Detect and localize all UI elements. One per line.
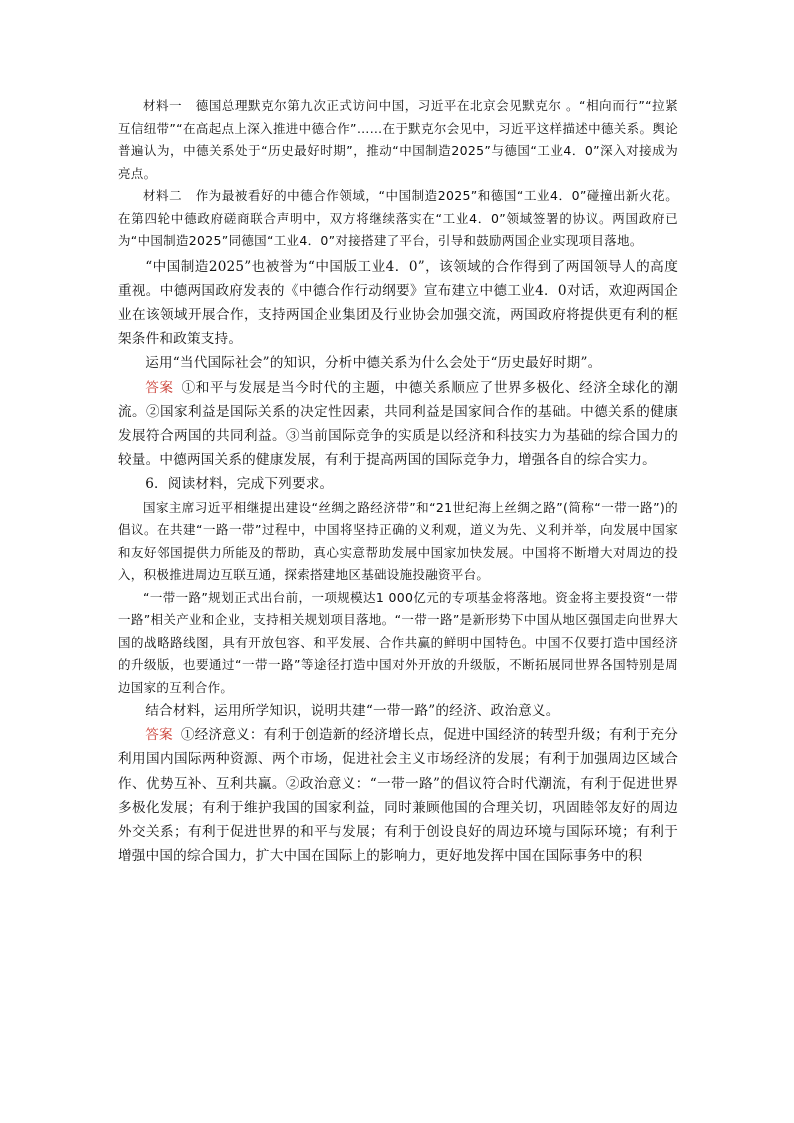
answer-5-text: ①和平与发展是当今时代的主题，中德关系顺应了世界多极化、经济全球化的潮流。②国家利益是国际关系的决定性因素，共同利益是国家间合作的基础。中德关系的健康发展符合两国的共同利益。③当前国际竞争的实质是以经济和科技实力为基础的综合国力的较量。中德两国关系的健康发展，有利于提高两国的国际竞争力，增强各自的综合实力。 (118, 379, 678, 469)
material-6a: 国家主席习近平相继提出建设“丝绸之路经济带”和“21世纪海上丝绸之路”(简称“一带一路”)的倡议。在共建“一路一带”过程中，中国将坚持正确的义利观，道义为先、义利并举，向发展中国家和友好邻国提供力所能及的帮助，真心实意帮助发展中国家加快发展。中国将不断增大对周边的投入，积极推进周边互联互通，探索搭建地区基础设施投融资平台。 (118, 499, 678, 583)
question-6: 结合材料，运用所学知识，说明共建“一带一路”的经济、政治意义。 (145, 703, 560, 720)
question-6-title: 6．阅读材料，完成下列要求。 (145, 476, 334, 493)
paragraph-industry-4: “中国制造2025”也被誉为“中国版工业4．0”，该领域的合作得到了两国领导人的高度重视。中德两国政府发表的《中德合作行动纲要》宣布建立中德工业4．0对话，欢迎两国企业在该领域开展合作，支持两国企业集团及行业协会加强交流，两国政府将提供更有利的框架条件和政策支持。 (118, 258, 678, 348)
answer-label: 答案 (145, 379, 174, 396)
answer-6 (118, 723, 678, 868)
question-5: 运用“当代国际社会”的知识，分析中德关系为什么会处于“历史最好时期”。 (145, 355, 602, 372)
answer-6-text: ①经济意义：有利于创造新的经济增长点，促进中国经济的转型升级；有利于充分利用国内国际两种资源、两个市场，促进社会主义市场经济的发展；有利于加强周边区域合作、优势互补、互利共赢。②政治意义：“一带一路”的倡议符合时代潮流，有利于促进世界多极化发展；有利于维护我国的国家利益，同时兼顾他国的合理关切，巩固睦邻友好的周边外交关系；有利于促进世界的和平与发展；有利于创设良好的周边环境与国际环境；有利于增强中国的综合国力，扩大中国在国际上的影响力，更好地发挥中国在国际事务中的积 (118, 727, 678, 865)
material-two-text: 作为最被看好的中德合作领域，“中国制造2025”和德国“工业4．0”碰撞出新火花。在第四轮中德政府磋商联合声明中，双方将继续落实在“工业4．0”领域签署的协议。两国政府已为“中国制造2025”同德国“工业4．0”对接搭建了平台，引导和鼓励两国企业实现项目落地。 (118, 188, 679, 248)
material-two-label: 材料二 (143, 188, 183, 203)
material-one (118, 95, 678, 185)
material-two (118, 185, 678, 253)
material-6b: “一带一路”规划正式出台前，一项规模达1 000亿元的专项基金将落地。资金将主要投资“一带一路”相关产业和企业，支持相关规划项目落地。“一带一路”是新形势下中国从地区强国走向世界大国的战略路线图，具有开放包容、和平发展、合作共赢的鲜明中国特色。中国不仅要打造中国经济的升级版，也要通过“一带一路”等途径打造中国对外开放的升级版，不断拓展同世界各国特别是周边国家的互利合作。 (118, 589, 678, 695)
material-one-text: 德国总理默克尔第九次正式访问中国，习近平在北京会见默克尔 。“相向而行”“拉紧互信纽带”“在高起点上深入推进中德合作”……在于默克尔会见中，习近平这样描述中德关系。舆论普遍认为，中德关系处于“历史最好时期”，推动“中国制造2025”与德国“工业4．0”深入对接成为亮点。 (118, 98, 678, 181)
material-one-label: 材料一 (143, 98, 183, 113)
document-page (118, 95, 678, 868)
answer-label: 答案 (145, 727, 173, 744)
answer-5 (118, 376, 678, 473)
